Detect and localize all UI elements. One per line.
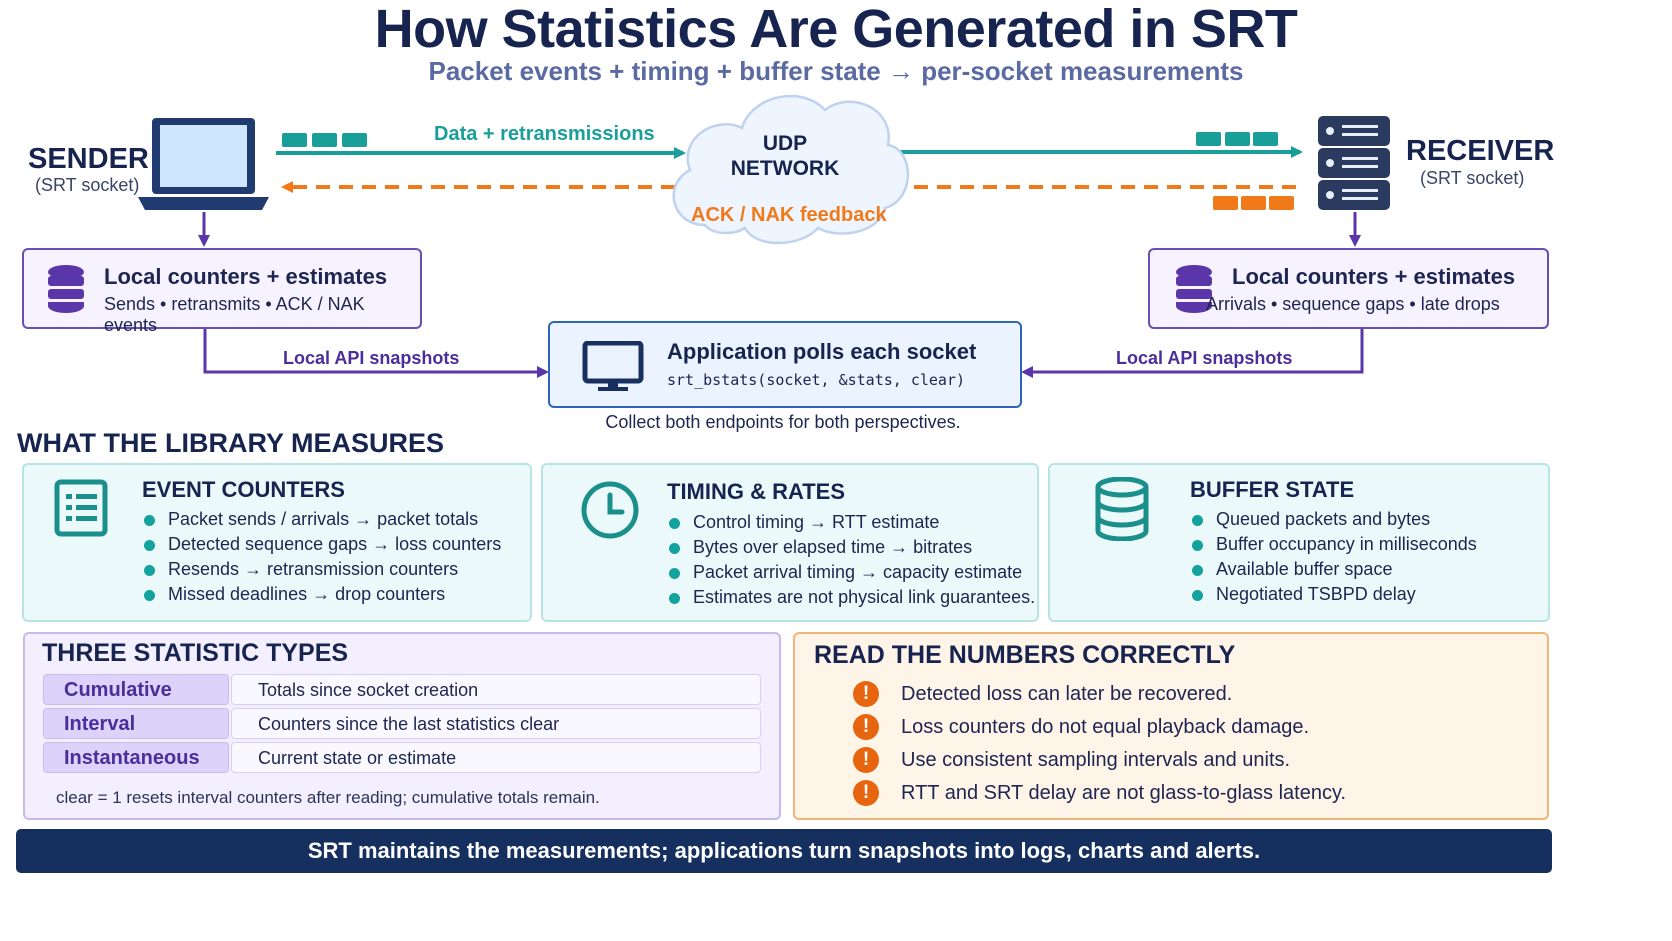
receiver-sublabel: (SRT socket) (1420, 168, 1525, 188)
data-packets-right (1196, 132, 1278, 146)
read-numbers-heading: READ THE NUMBERS CORRECTLY (814, 641, 1236, 669)
warning-icon: ! (853, 681, 879, 707)
application-note: Collect both endpoints for both perspectives. (605, 412, 961, 432)
list-item: Packet sends / arrivals → packet totals (142, 507, 501, 532)
statistic-types-box (23, 632, 781, 820)
type-row-instantaneous (43, 742, 763, 775)
list-item: Buffer occupancy in milliseconds (1190, 532, 1477, 557)
list-item: Queued packets and bytes (1190, 507, 1477, 532)
list-item: Control timing → RTT estimate (667, 510, 1035, 535)
event-counters-list (142, 507, 501, 607)
receiver-counters-text: Arrivals • sequence gaps • late drops (1206, 294, 1500, 314)
timing-rates-card (541, 463, 1039, 622)
database-icon (1094, 477, 1150, 541)
feedback-flow-label: ACK / NAK feedback (691, 204, 887, 226)
application-title: Application polls each socket (667, 339, 977, 364)
api-call-code: srt_bstats(socket, &stats, clear) (667, 371, 966, 389)
warning-text: RTT and SRT delay are not glass-to-glass latency. (901, 782, 1347, 804)
sender-counters-box (22, 248, 422, 335)
list-item: Estimates are not physical link guarantees. (667, 585, 1035, 610)
type-row-cumulative (43, 674, 763, 707)
statistic-types-note: clear = 1 resets interval counters after reading; cumulative totals remain. (56, 788, 600, 807)
type-name: Interval (43, 708, 229, 739)
timing-rates-list (667, 510, 1035, 610)
warning-text: Detected loss can later be recovered. (901, 683, 1233, 705)
warning-text: Use consistent sampling intervals and units. (901, 749, 1291, 771)
feedback-packets (1213, 196, 1294, 210)
laptop-icon (138, 118, 269, 210)
warning-icon: ! (853, 714, 879, 740)
sender-counters-text: Sends • retransmits • ACK / NAK events (104, 294, 365, 335)
network-line2: NETWORK (730, 157, 840, 180)
list-item: Missed deadlines → drop counters (142, 582, 501, 607)
monitor-icon (582, 341, 644, 393)
network-line1: UDP (762, 132, 808, 155)
application-poll-box (548, 321, 1022, 408)
snapshot-label-right: Local API snapshots (1116, 348, 1293, 368)
data-flow-label: Data + retransmissions (434, 123, 655, 145)
receiver-label: RECEIVER (1406, 135, 1555, 167)
snapshot-label-left: Local API snapshots (283, 348, 460, 368)
sender-label: SENDER (28, 143, 149, 175)
receiver-counters-title: Local counters + estimates (1232, 264, 1516, 289)
sender-counters-title: Local counters + estimates (104, 264, 388, 289)
timing-rates-title: TIMING & RATES (667, 479, 846, 504)
event-counters-card (22, 463, 532, 622)
type-desc: Current state or estimate (231, 742, 761, 773)
list-icon (54, 479, 108, 537)
statistic-types-heading: THREE STATISTIC TYPES (42, 639, 349, 667)
buffer-state-list (1190, 507, 1477, 607)
type-name: Instantaneous (43, 742, 229, 773)
event-counters-title: EVENT COUNTERS (142, 477, 345, 502)
type-row-interval (43, 708, 763, 741)
warning-icon: ! (853, 780, 879, 806)
list-item: Bytes over elapsed time → bitrates (667, 535, 1035, 560)
warning-text: Loss counters do not equal playback damage. (901, 716, 1310, 738)
read-numbers-box (793, 632, 1549, 820)
type-desc: Counters since the last statistics clear (231, 708, 761, 739)
clock-icon (579, 479, 641, 541)
receiver-counters-box (1148, 248, 1549, 329)
data-packets-left (282, 133, 367, 147)
buffer-state-title: BUFFER STATE (1190, 477, 1355, 502)
list-item: Available buffer space (1190, 557, 1477, 582)
list-item: Packet arrival timing → capacity estimate (667, 560, 1035, 585)
sender-sublabel: (SRT socket) (35, 175, 140, 195)
database-icon (46, 264, 86, 314)
type-name: Cumulative (43, 674, 229, 705)
measures-heading: WHAT THE LIBRARY MEASURES (17, 428, 445, 458)
list-item: Detected sequence gaps → loss counters (142, 532, 501, 557)
page-subtitle: Packet events + timing + buffer state → per-socket measurements (428, 56, 1244, 86)
footer-banner: SRT maintains the measurements; applications turn snapshots into logs, charts and alerts. (16, 829, 1552, 873)
buffer-state-card (1048, 463, 1550, 622)
list-item: Resends → retransmission counters (142, 557, 501, 582)
list-item: Negotiated TSBPD delay (1190, 582, 1477, 607)
type-desc: Totals since socket creation (231, 674, 761, 705)
network-label (700, 131, 870, 181)
page-title: How Statistics Are Generated in SRT (374, 0, 1298, 59)
server-icon (1318, 116, 1390, 210)
warning-icon: ! (853, 747, 879, 773)
